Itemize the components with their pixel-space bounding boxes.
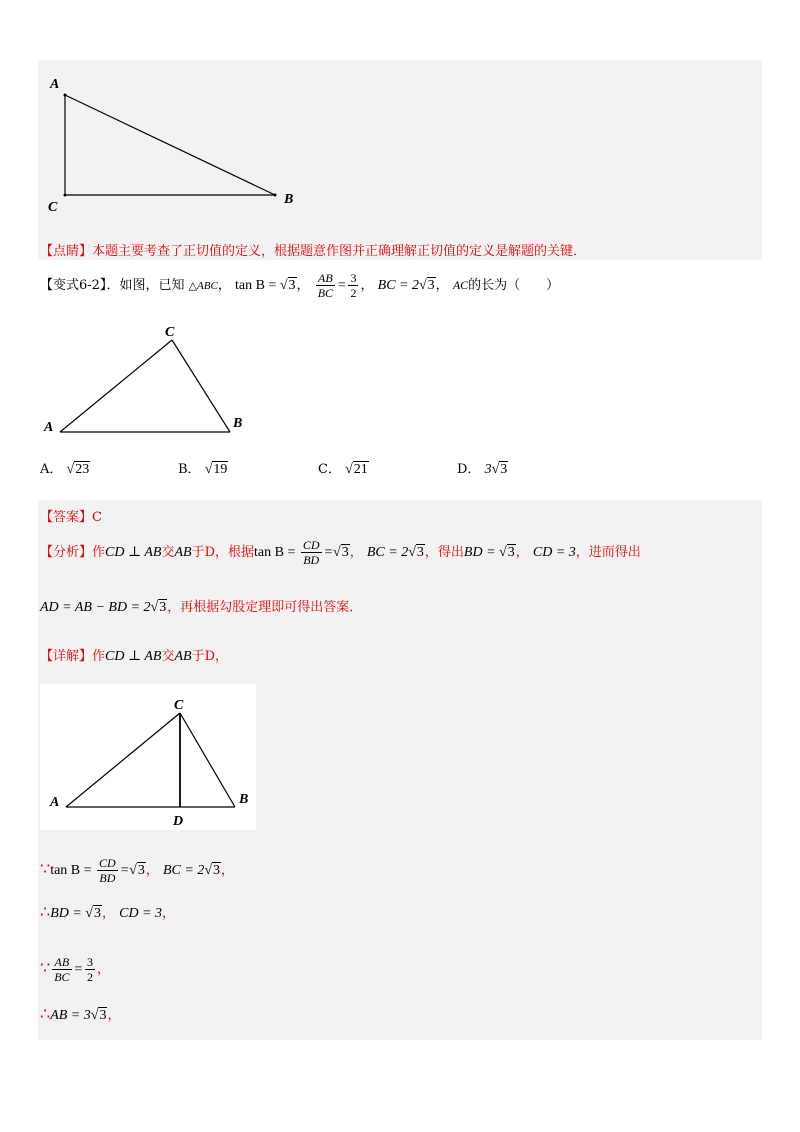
figure-2-triangle (38, 320, 268, 445)
fig2-label-c: C (165, 325, 175, 340)
detail-label: 【详解】作 (40, 649, 106, 664)
figure-1-right-triangle (38, 60, 338, 220)
option-a[interactable]: A． √23 (40, 462, 90, 477)
question-line: 【变式6-2】．如图，已知 △ABC， tan B = √3， $\frac{AB}{BC}$ = $\frac{3}{2}$ ， BC = 2√3， AC的长为（ ） (40, 271, 560, 301)
ac-symbol: AC (452, 278, 469, 292)
because-symbol: ∵ (40, 859, 51, 878)
step-2: ∴BD = √3， CD = 3， (40, 902, 176, 921)
detail-line: 【详解】作CD ⊥ AB交AB于D， (40, 649, 229, 664)
remark-text: 【点睛】本题主要考查了正切值的定义，根据题意作图并正确理解正切值的定义是解题的关键． (40, 244, 587, 259)
because-symbol-2: ∵ (40, 958, 51, 977)
fig1-label-c: C (48, 200, 58, 215)
therefore-symbol: ∴ (40, 902, 51, 921)
analysis-label: 【分析】作 (40, 545, 106, 560)
option-d[interactable]: D． 3√3 (457, 462, 508, 477)
fig2-label-b: B (233, 416, 243, 431)
step-3: ∵ $\frac{AB}{BC}$ = $\frac{3}{2}$ ， (40, 955, 110, 985)
fig1-label-b: B (284, 192, 294, 207)
option-b-value: √19 (204, 462, 228, 477)
step-1: ∵tan B = $\frac{CD}{BD}$ =√3， BC = 2√3， (40, 856, 235, 886)
analysis-line-1: 【分析】作CD ⊥ AB交AB于D，根据tan B = $\frac{CD}{BD}$ =√3， BC = 2√3，得出BD = √3， CD = 3，进而得出 (40, 538, 641, 568)
option-d-value: 3√3 (484, 462, 508, 477)
fig3-label-a: A (50, 795, 60, 810)
tan-b-expr: tan B = √3 (235, 278, 296, 293)
option-a-value: √23 (66, 462, 90, 477)
fig2-label-a: A (44, 420, 54, 435)
ratio-expr: $\frac{AB}{BC}$ = $\frac{3}{2}$ (317, 271, 357, 301)
figure-3-triangle-with-altitude (40, 684, 256, 830)
fig3-label-d: D (173, 814, 184, 829)
fig1-label-a: A (50, 77, 60, 92)
question-label: 【变式6-2】 (40, 278, 107, 293)
answer-text: 【答案】C (40, 510, 102, 525)
option-c-value: √21 (345, 462, 368, 477)
fig3-label-c: C (174, 698, 184, 713)
bc-expr: BC = 2√3 (377, 278, 435, 293)
step-4: ∴AB = 3√3， (40, 1004, 121, 1023)
triangle-abc: △ABC (188, 280, 218, 292)
option-b[interactable]: B． √19 (178, 462, 228, 477)
analysis-line-2: AD = AB − BD = 2√3，再根据勾股定理即可得出答案． (40, 600, 363, 615)
option-c[interactable]: C． √21 (318, 462, 368, 477)
therefore-symbol-2: ∴ (40, 1004, 51, 1023)
fig3-label-b: B (239, 792, 249, 807)
